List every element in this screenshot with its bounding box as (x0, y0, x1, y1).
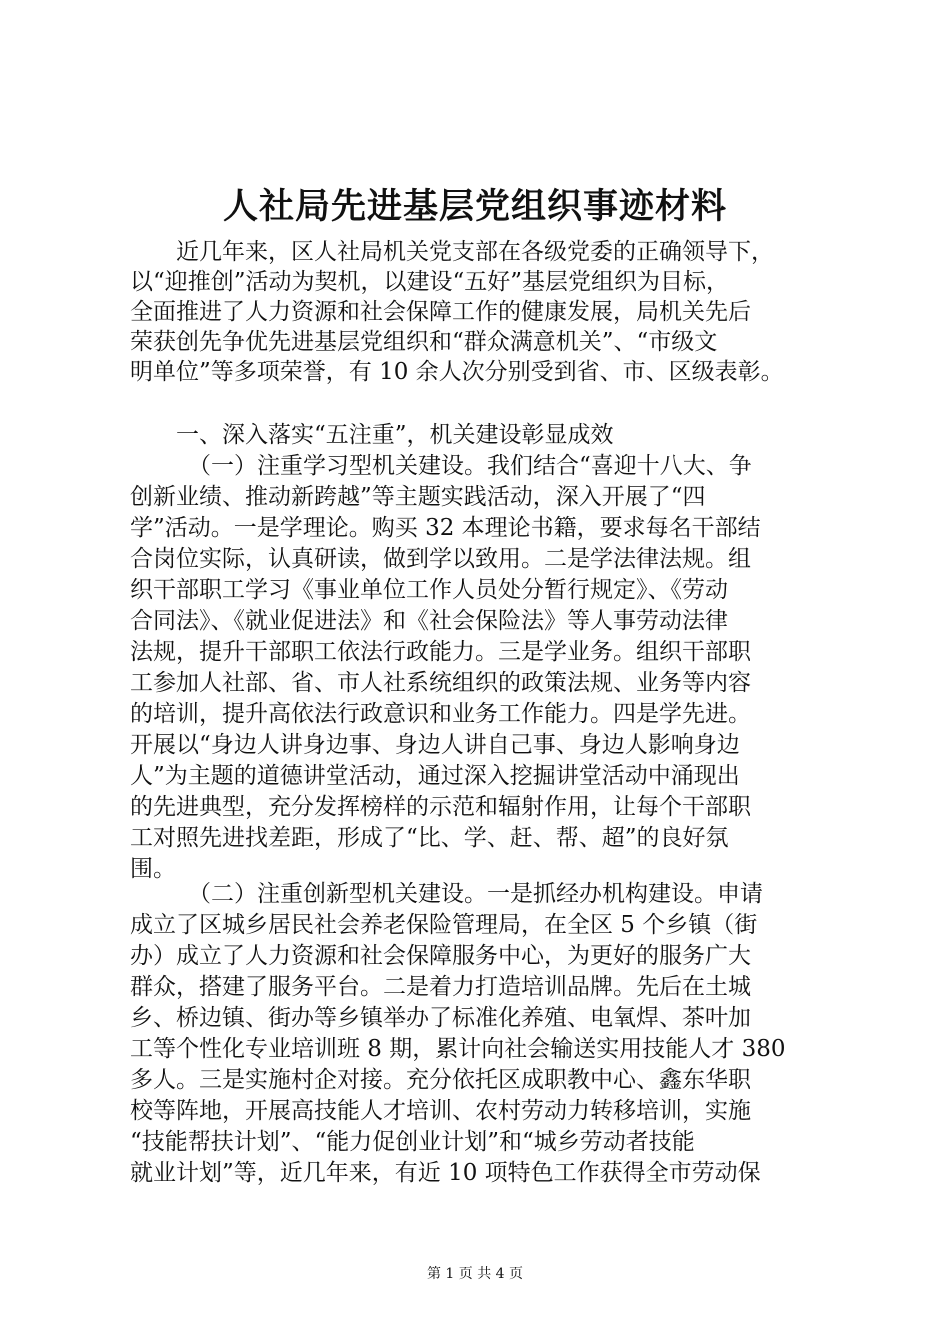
paragraph-line: 合岗位实际，认真研读，做到学以致用。二是学法律法规。组 (130, 546, 751, 572)
paragraph-line: 的先进典型，充分发挥榜样的示范和辐射作用，让每个干部职 (130, 794, 751, 820)
paragraph-line: 群众，搭建了服务平台。二是着力打造培训品牌。先后在土城 (130, 974, 751, 1000)
paragraph-line: 工参加人社部、省、市人社系统组织的政策法规、业务等内容 (130, 670, 751, 696)
paragraph-line: 办）成立了人力资源和社会保障服务中心，为更好的服务广大 (130, 943, 751, 969)
paragraph-line: “技能帮扶计划”、“能力促创业计划”和“城乡劳动者技能 (130, 1129, 695, 1155)
paragraph-line: 以“迎推创”活动为契机，以建设“五好”基层党组织为目标， (130, 269, 730, 295)
paragraph-line: 多人。三是实施村企对接。充分依托区成职教中心、鑫东华职 (130, 1067, 751, 1093)
paragraph-line: 围。 (130, 856, 176, 882)
section-heading: 一、深入落实“五注重”，机关建设彰显成效 (176, 422, 614, 448)
paragraph-line: 学”活动。一是学理论。购买 32 本理论书籍，要求每名干部结 (130, 515, 761, 541)
paragraph-line: （一）注重学习型机关建设。我们结合“喜迎十八大、争 (188, 453, 752, 479)
paragraph-line: 明单位”等多项荣誉，有 10 余人次分别受到省、市、区级表彰。 (130, 359, 784, 385)
paragraph-line: 的培训，提升高依法行政意识和业务工作能力。四是学先进。 (130, 701, 751, 727)
paragraph-line: 就业计划”等，近几年来，有近 10 项特色工作获得全市劳动保 (130, 1160, 761, 1186)
paragraph-line: 开展以“身边人讲身边事、身边人讲自己事、身边人影响身边 (130, 732, 740, 758)
paragraph-line: 人”为主题的道德讲堂活动，通过深入挖掘讲堂活动中涌现出 (130, 763, 740, 789)
paragraph-line: 工等个性化专业培训班 8 期，累计向社会输送实用技能人才 380 (130, 1036, 786, 1062)
paragraph-line: 全面推进了人力资源和社会保障工作的健康发展，局机关先后 (130, 299, 751, 325)
paragraph-line: 法规，提升干部职工依法行政能力。三是学业务。组织干部职 (130, 639, 751, 665)
paragraph-line: 创新业绩、推动新跨越”等主题实践活动，深入开展了“四 (130, 484, 706, 510)
paragraph-line: 工对照先进找差距，形成了“比、学、赶、帮、超”的良好氛 (130, 825, 729, 851)
paragraph-line: 织干部职工学习《事业单位工作人员处分暂行规定》、《劳动 (130, 577, 728, 603)
paragraph-line: 合同法》、《就业促进法》和《社会保险法》等人事劳动法律 (130, 608, 728, 634)
paragraph-line: 乡、桥边镇、街办等乡镇举办了标准化养殖、电氧焊、茶叶加 (130, 1005, 751, 1031)
paragraph-line: 成立了区城乡居民社会养老保险管理局，在全区 5 个乡镇（街 (130, 912, 758, 938)
paragraph-line: 近几年来，区人社局机关党支部在各级党委的正确领导下， (176, 239, 774, 265)
paragraph-line: 荣获创先争优先进基层党组织和“群众满意机关”、“市级文 (130, 329, 718, 355)
page-number: 第 1 页 共 4 页 (426, 1266, 524, 1282)
paragraph-line: （二）注重创新型机关建设。一是抓经办机构建设。申请 (188, 881, 763, 907)
document-title: 人社局先进基层党组织事迹材料 (222, 186, 727, 227)
paragraph-line: 校等阵地，开展高技能人才培训、农村劳动力转移培训，实施 (130, 1098, 751, 1124)
